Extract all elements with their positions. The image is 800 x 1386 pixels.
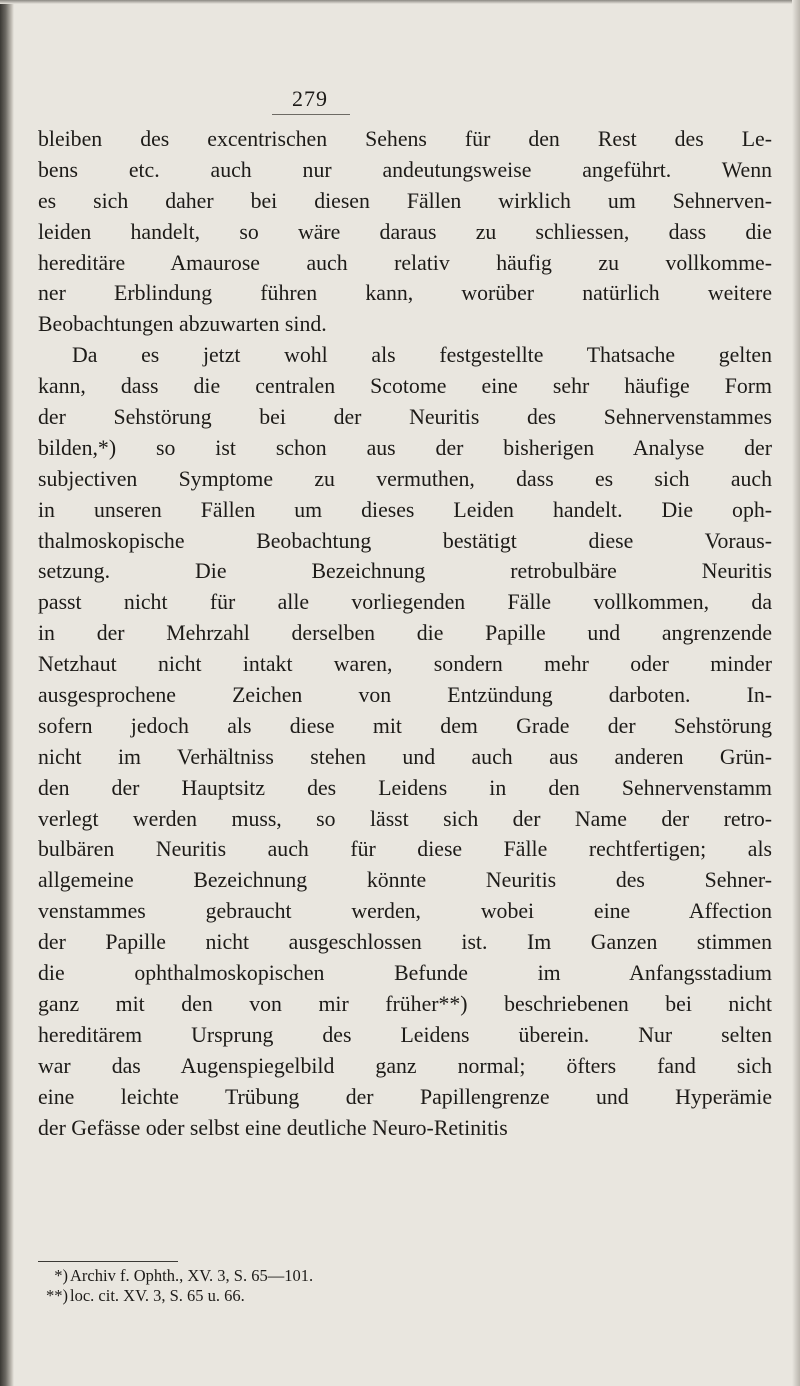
text-line: setzung. Die Bezeichnung retrobulbäre Neuritis <box>38 559 772 584</box>
text-line: eine leichte Trübung der Papillengrenze und Hyperämie <box>38 1084 772 1109</box>
footnote-text: loc. cit. XV. 3, S. 65 u. 66. <box>70 1286 245 1305</box>
text-line: in unseren Fällen um dieses Leiden handelt. Die oph- <box>38 497 772 522</box>
text-line: hereditäre Amaurose auch relativ häufig zu vollkomme- <box>38 250 772 275</box>
footnote <box>46 1286 570 1306</box>
text-line: thalmoskopische Beobachtung bestätigt diese Voraus- <box>38 528 772 553</box>
page-number-rule <box>272 114 350 115</box>
page-top-edge <box>0 0 800 4</box>
text-line: der Gefässe oder selbst eine deutliche Neuro-Retinitis <box>38 1115 508 1140</box>
text-line: der Sehstörung bei der Neuritis des Sehnervenstammes <box>38 405 772 430</box>
text-line: verlegt werden muss, so lässt sich der Name der retro- <box>38 806 772 831</box>
text-line: bilden,*) so ist schon aus der bisherigen Analyse der <box>38 435 772 460</box>
text-line: es sich daher bei diesen Fällen wirklich um Sehnerven- <box>38 188 772 213</box>
book-binding-shadow <box>0 0 14 1386</box>
text-line: subjectiven Symptome zu vermuthen, dass es sich auch <box>38 466 772 491</box>
footnote <box>54 1266 570 1286</box>
text-line: bleiben des excentrischen Sehens für den Rest des Le- <box>38 127 772 151</box>
text-line: war das Augenspiegelbild ganz normal; öfters fand sich <box>38 1053 772 1078</box>
text-line: ganz mit den von mir früher**) beschriebenen bei nicht <box>38 991 772 1016</box>
text-line: die ophthalmoskopischen Befunde im Anfangsstadium <box>38 961 772 986</box>
text-line: sofern jedoch als diese mit dem Grade der Sehstörung <box>38 713 772 738</box>
text-line: Netzhaut nicht intakt waren, sondern mehr oder minder <box>38 652 772 677</box>
text-line: ner Erblindung führen kann, worüber natürlich weitere <box>38 281 772 306</box>
footnote-mark: **) <box>46 1286 68 1305</box>
body-text <box>38 124 772 1143</box>
text-line: allgemeine Bezeichnung könnte Neuritis des Sehner- <box>38 868 772 893</box>
text-line: Da es jetzt wohl als festgestellte Thatsache gelten <box>72 343 772 368</box>
footnote-rule <box>38 1261 178 1262</box>
text-line: den der Hauptsitz des Leidens in den Sehnervenstamm <box>38 775 772 800</box>
text-line: bens etc. auch nur andeutungsweise angeführt. Wenn <box>38 157 772 182</box>
page-right-edge <box>792 0 800 1386</box>
text-line: in der Mehrzahl derselben die Papille und angrenzende <box>38 621 772 646</box>
text-line: nicht im Verhältniss stehen und auch aus anderen Grün- <box>38 744 772 769</box>
text-line: venstammes gebraucht werden, wobei eine Affection <box>38 899 772 924</box>
text-line: ausgesprochene Zeichen von Entzündung darboten. In- <box>38 683 772 708</box>
footnote-mark: *) <box>54 1266 68 1285</box>
text-line: bulbären Neuritis auch für diese Fälle rechtfertigen; als <box>38 837 772 862</box>
text-line: passt nicht für alle vorliegenden Fälle vollkommen, da <box>38 590 772 615</box>
page-number: 279 <box>292 86 328 111</box>
footnotes <box>46 1266 570 1306</box>
footnote-text: Archiv f. Ophth., XV. 3, S. 65—101. <box>70 1266 314 1285</box>
text-line: hereditärem Ursprung des Leidens überein. Nur selten <box>38 1022 772 1047</box>
text-line: leiden handelt, so wäre daraus zu schliessen, dass die <box>38 219 772 244</box>
text-line: kann, dass die centralen Scotome eine sehr häufige Form <box>38 374 772 399</box>
text-line: der Papille nicht ausgeschlossen ist. Im Ganzen stimmen <box>38 930 772 955</box>
text-line: Beobachtungen abzuwarten sind. <box>38 312 327 337</box>
